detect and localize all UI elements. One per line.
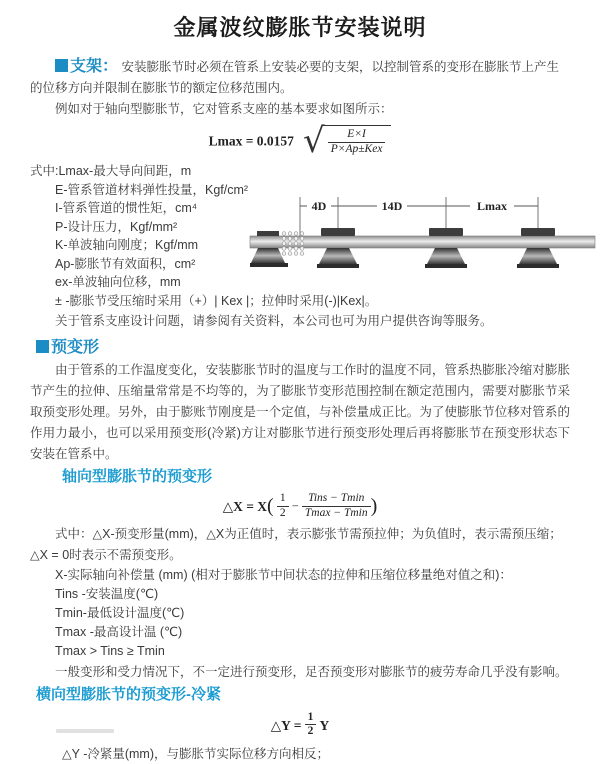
definition-line: Ap-膨胀节有效面积，cm²: [55, 256, 196, 271]
definition-line: 式中:Lmax-最大导向间距，m: [30, 164, 192, 178]
open-paren: (: [267, 494, 274, 517]
support-heading: [55, 58, 118, 75]
radical-glyph: √: [303, 121, 325, 161]
dim-label-14d: 14D: [381, 199, 403, 213]
lateral-formula-lhs: △Y =: [270, 717, 302, 733]
preform-heading-label: 预变形: [51, 339, 100, 356]
lateral-explain: △Y -冷紧量(mm)，与膨胀节实际位移方向相反；: [62, 747, 330, 762]
definition-line: ex-单波轴向位移，mm: [55, 275, 181, 289]
axial-heading: 轴向型膨胀节的预变形: [62, 468, 213, 485]
support-intro-text: 安装膨胀节时必须在管系上安装必要的支架，以控制管系的变形在膨胀节上产生的位移方向并限制在膨胀节的额定位移范围内。: [30, 60, 560, 95]
fraction-denominator: P×Ap±Kex: [328, 142, 386, 157]
lmax-fraction: [328, 128, 386, 157]
definition-line: I-管系管道的惯性矩，cm⁴: [55, 201, 198, 215]
temperature-fraction: [302, 492, 371, 521]
pipe-support-diagram: [250, 192, 595, 280]
lateral-heading: 横向型膨胀节的预变形-冷紧: [36, 685, 221, 703]
fraction-numerator: E×I: [347, 128, 366, 141]
lateral-formula-rhs: Y: [319, 717, 330, 733]
preform-heading: [36, 338, 570, 358]
cropped-line-fragment: [56, 729, 114, 733]
definition-line: K-单波轴向刚度；Kgf/mm: [55, 238, 199, 252]
sqrt-radical-icon: [303, 121, 391, 161]
pipe-diagram-svg: [250, 192, 595, 280]
fraction-numerator: 1: [307, 710, 314, 723]
axial-tmin-line: Tmin-最低设计温度(℃): [55, 605, 185, 620]
support-heading-label: 支架：: [70, 58, 119, 75]
axial-x-line: X-实际轴向补偿量 (mm) (相对于膨胀节中间状态的拉伸和压缩位移量绝对值之和)：: [55, 567, 512, 582]
fraction-denominator: 2: [277, 506, 289, 521]
fraction-denominator: 2: [305, 724, 317, 739]
axial-inequality-line: Tmax > Tins ≥ Tmin: [55, 643, 165, 658]
axial-note: 一般变形和受力情况下，不一定进行预变形，足否预变形对膨胀节的疲劳寿命几乎没有影响。: [55, 664, 568, 679]
page-title: 金属波纹膨胀节安装说明: [173, 15, 427, 40]
fraction-denominator: Tmax − Tmin: [302, 506, 371, 521]
axial-tins-line: Tins -安装温度(℃): [55, 586, 159, 601]
dim-label-4d: 4D: [311, 199, 327, 213]
definition-line: ± -膨胀节受压缩时采用（+）| Kex |；拉伸时采用(-)|Kex|。: [55, 293, 378, 308]
close-paren: ): [370, 494, 378, 517]
lateral-formula: [30, 711, 570, 740]
preform-body: 由于管系的工作温度变化，安装膨胀节时的温度与工作时的温度不同，管系热膨胀冷缩对膨胀节产生的拉伸、压缩量常常是不均等的，为了膨胀节变形范围控制在额定范围内，需要对膨胀节采取预变形处理。另外，由于膨账节刚度是一个定值，与补偿量成正比。为了使膨胀节位移对管系的作用力最小，也可以采用预变形(冷紧)方让对膨胀节进行预变形处理后再将膨胀节在预变形状态下安装在管系中。: [30, 363, 570, 461]
definition-line: P-设计压力，Kgf/mm²: [55, 219, 178, 234]
radicand: [322, 125, 392, 157]
section-marker-icon: [36, 340, 49, 353]
half-fraction: [277, 492, 289, 521]
support-example-line: 例如对于轴向型膨胀节，它对管系支座的基本要求如图所示：: [55, 102, 393, 116]
axial-formula: [30, 492, 570, 521]
fraction-numerator: 1: [279, 492, 286, 504]
fraction-numerator: Tins − Tmin: [308, 492, 365, 504]
support-closing-line: 关于管系支座设计问题，请参阅有关资料，本公司也可为用户提供咨询等服务。: [55, 314, 493, 328]
support-paragraph: [30, 56, 570, 99]
definition-line: E-管系管道材料弹性投量，Kgf/cm²: [55, 182, 249, 197]
lmax-formula-lhs: Lmax = 0.0157: [208, 133, 294, 149]
axial-tmax-line: Tmax -最高设计温 (℃): [55, 624, 183, 639]
minus-sign: −: [291, 498, 299, 513]
section-marker-icon: [55, 59, 68, 72]
dim-label-lmax: Lmax: [477, 199, 507, 213]
lmax-formula: [30, 121, 570, 161]
axial-formula-lhs: △X = X: [222, 498, 268, 514]
axial-explain: 式中：△X-预变形量(mm)，△X为正值时，表示膨张节需预拉伸；为负值时，表示需预压缩；△X = 0时表示不需预变形。: [30, 526, 562, 562]
half-fraction: [305, 711, 317, 740]
